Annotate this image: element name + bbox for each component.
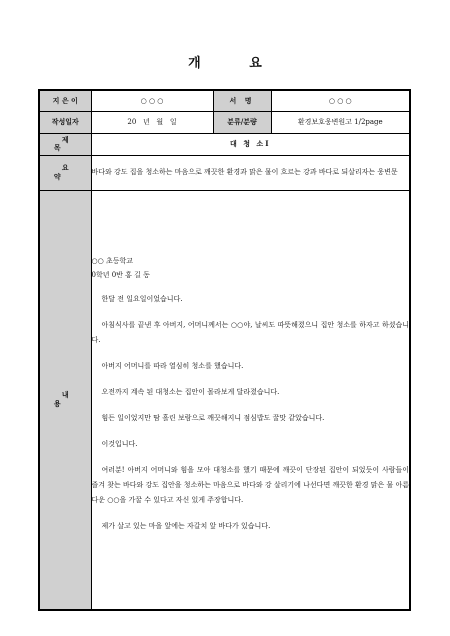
date-row bbox=[39, 111, 410, 133]
school-name: ○○ 초등학교 bbox=[91, 257, 133, 266]
signature-value: ○ ○ ○ bbox=[271, 90, 410, 111]
content-body bbox=[91, 190, 410, 610]
content-paragraph: 아침식사를 끝낸 후 아버지, 어머니께서는 ○○야, 날씨도 따뜻해졌으니 집안 청소를 하자고 하셨습니다. bbox=[91, 321, 409, 345]
category-value: 환경보호웅변원고 1/2page bbox=[271, 111, 410, 133]
content-paragraph: 이것입니다. bbox=[101, 440, 138, 449]
subject-label: 제 목 bbox=[39, 133, 91, 155]
subject-row bbox=[39, 133, 410, 155]
author-label: 지 은 이 bbox=[39, 90, 91, 111]
content-paragraph: 제가 살고 있는 마을 앞에는 자갈치 앞 바다가 있습니다. bbox=[101, 522, 271, 531]
author-value: ○ ○ ○ bbox=[91, 90, 213, 111]
subject-value: 대 청 소Ⅰ bbox=[91, 133, 410, 155]
date-label: 작성일자 bbox=[39, 111, 91, 133]
date-value: 20 년 월 일 bbox=[91, 111, 213, 133]
student-info: 0학년 0반 홍 길 동 bbox=[91, 271, 150, 280]
document-title: 개 요 bbox=[188, 56, 284, 71]
summary-label: 요 약 bbox=[39, 155, 91, 190]
content-label: 내 용 bbox=[39, 190, 91, 610]
summary-row bbox=[39, 155, 410, 190]
content-paragraph: 아버지 어머니를 따라 열심히 청소를 했습니다. bbox=[101, 362, 244, 371]
content-paragraph: 여러분! 아버지 어머니와 힘을 모아 대청소를 했기 때문에 깨끗이 단장된 집안이 되었듯이 사람들이 즐겨 찾는 바다와 강도 집안을 청소하는 마음으로 바다와 강 살리기에 나선다면 깨끗한 환경 맑은 물 아름다운 ○○을 가꿀 수 있다고 자신 있게 주장합니다. bbox=[91, 466, 409, 505]
content-paragraph: 한달 전 일요일이었습니다. bbox=[101, 295, 183, 304]
author-row bbox=[39, 90, 410, 111]
content-paragraph: 오전까지 계속 된 대청소는 집안이 몰라보게 달라졌습니다. bbox=[101, 388, 280, 397]
speech-form-table bbox=[38, 89, 411, 611]
content-row bbox=[39, 190, 410, 610]
content-paragraph: 힘든 일이었지만 땀 흘린 보람으로 깨끗해지니 점심밥도 꿀맛 같았습니다. bbox=[101, 414, 325, 423]
signature-label: 서 명 bbox=[213, 90, 271, 111]
category-label: 분류/분량 bbox=[213, 111, 271, 133]
summary-value: 바다와 강도 집을 청소하는 마음으로 깨끗한 환경과 맑은 물이 흐르는 강과 바다로 되살리자는 웅변문 bbox=[91, 155, 410, 190]
